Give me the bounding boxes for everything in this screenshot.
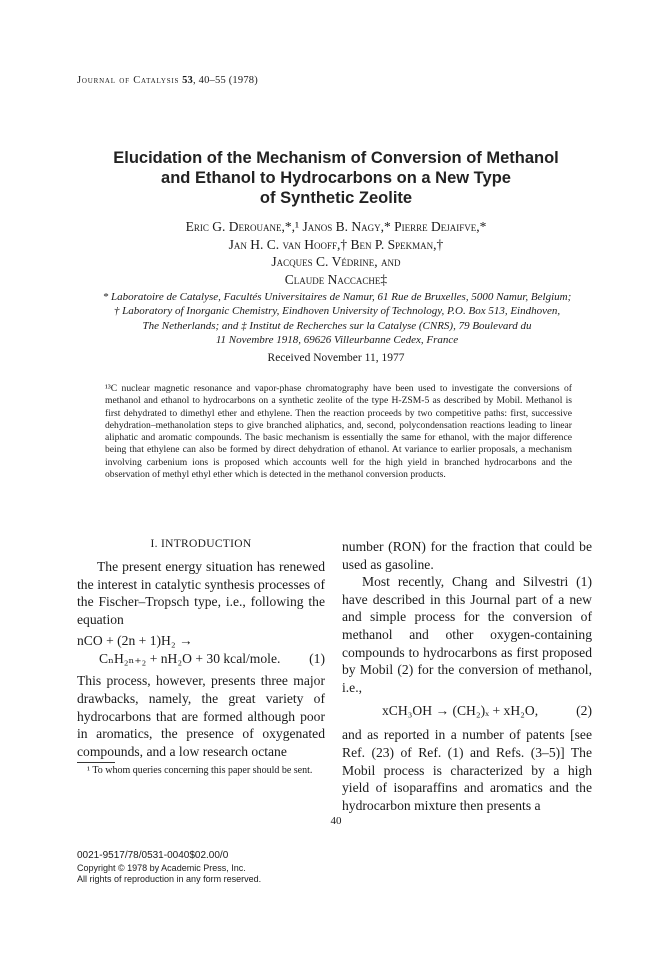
- intro-paragraph: This process, however, presents three major drawbacks, namely, the great variety of hydrocarbons that are formed although poor in aromatics, the presence of oxygenated compounds, and a low research octane: [77, 673, 325, 759]
- equation-2: [342, 702, 592, 720]
- journal-header: [77, 75, 258, 86]
- intro-paragraph: and as reported in a number of patents [see Ref. (23) of Ref. (1) and Refs. (3–5)] The Mobil process is characterized by a high yield of isoparaffins and aromatics and the hydrocarbon mixture then presents a: [342, 727, 592, 813]
- affiliations: [55, 290, 619, 347]
- equation-1: [77, 632, 325, 668]
- page-number: 40: [330, 815, 342, 827]
- received-date: Received November 11, 1977: [267, 352, 405, 364]
- equation-1-number: (1): [309, 651, 325, 667]
- affiliation-line: The Netherlands; and ‡ Institut de Recherches sur la Catalyse (CNRS), 79 Boulevard du: [142, 319, 532, 332]
- author-line: Claude Naccache‡: [284, 271, 388, 287]
- affiliation-line: 11 Novembre 1918, 69626 Villeurbanne Cedex, France: [215, 333, 459, 346]
- equation-1-line: CₙH₂ₙ₊₂ + nH₂O + 30 kcal/mole.: [99, 651, 281, 667]
- equation-1-line: nCO + (2n + 1)H₂ →: [77, 633, 193, 649]
- footnote-rule: [77, 762, 115, 763]
- equation-2-body: xCH₃OH → (CH₂)ₓ + xH₂O,: [382, 703, 539, 719]
- title-line: Elucidation of the Mechanism of Conversion of Methanol: [113, 149, 559, 167]
- document-code: 0021-9517/78/0531-0040$02.00/0: [77, 850, 229, 861]
- author-line: Jan H. C. van Hooff,† Ben P. Spekman,†: [228, 236, 444, 252]
- footnote: ¹ To whom queries concerning this paper should be sent.: [87, 765, 313, 777]
- paper-title: [80, 148, 592, 208]
- author-line: Jacques C. Védrine, and: [271, 254, 401, 269]
- intro-paragraph: The present energy situation has renewed the interest in catalytic synthesis processes of the Fischer–Tropsch type, i.e., following the equation: [77, 559, 325, 627]
- journal-name: Journal of Catalysis: [77, 75, 180, 86]
- left-column: [77, 538, 325, 778]
- affiliation-line: † Laboratory of Inorganic Chemistry, Eindhoven University of Technology, P.O. Box 513, Eindhoven,: [113, 305, 561, 318]
- author-list: [80, 218, 592, 288]
- intro-paragraph: Most recently, Chang and Silvestri (1) have described in this Journal part of a new and simple process for the conversion of methanol and other oxygen-containing compounds to hydrocarbons as first proposed by Mobil (2) for the conversion of methanol, i.e.,: [342, 574, 592, 695]
- equation-2-number: (2): [576, 703, 592, 719]
- copyright-line: All rights of reproduction in any form reserved.: [77, 874, 262, 884]
- intro-paragraph: number (RON) for the fraction that could be used as gasoline.: [342, 539, 592, 572]
- title-line: of Synthetic Zeolite: [259, 189, 413, 207]
- journal-pages: , 40–55 (1978): [193, 75, 258, 86]
- author-line: Eric G. Derouane,*,¹ Janos B. Nagy,* Pierre Dejaifve,*: [185, 219, 487, 234]
- abstract: ¹³C nuclear magnetic resonance and vapor-phase chromatography have been used to investigate the conversions of methanol and ethanol to hydrocarbons on a synthetic zeolite of the type H-ZSM-5 as described by Mobil. Methanol is first dehydrated to dimethyl ether and ethylene. Then the reaction proceeds by two competitive paths: first, successive dehydration–methanolation steps to give branched aliphatics, and, second, polycondensation reactions leading to linear aliphatic and aromatic compounds. The basic mechanism is essentially the same for ethanol, with the major difference being that ethylene can also be formed by direct dehydration of ethanol. At variance to earlier proposals, a mechanism involving carbenium ions is proposed which accounts well for the high yield in branched hydrocarbons and the observation of methyl ethyl ether which is detected in the methanol conversion products.: [105, 383, 572, 481]
- section-heading: I. INTRODUCTION: [150, 538, 252, 550]
- journal-volume: 53: [182, 75, 193, 86]
- right-column: [342, 538, 592, 814]
- copyright-line: Copyright © 1978 by Academic Press, Inc.: [77, 862, 246, 873]
- copyright-block: [77, 850, 261, 886]
- affiliation-line: * Laboratoire de Catalyse, Facultés Universitaires de Namur, 61 Rue de Bruxelles, 5000 Namur, Belgium;: [102, 291, 572, 303]
- title-line: and Ethanol to Hydrocarbons on a New Type: [161, 169, 511, 187]
